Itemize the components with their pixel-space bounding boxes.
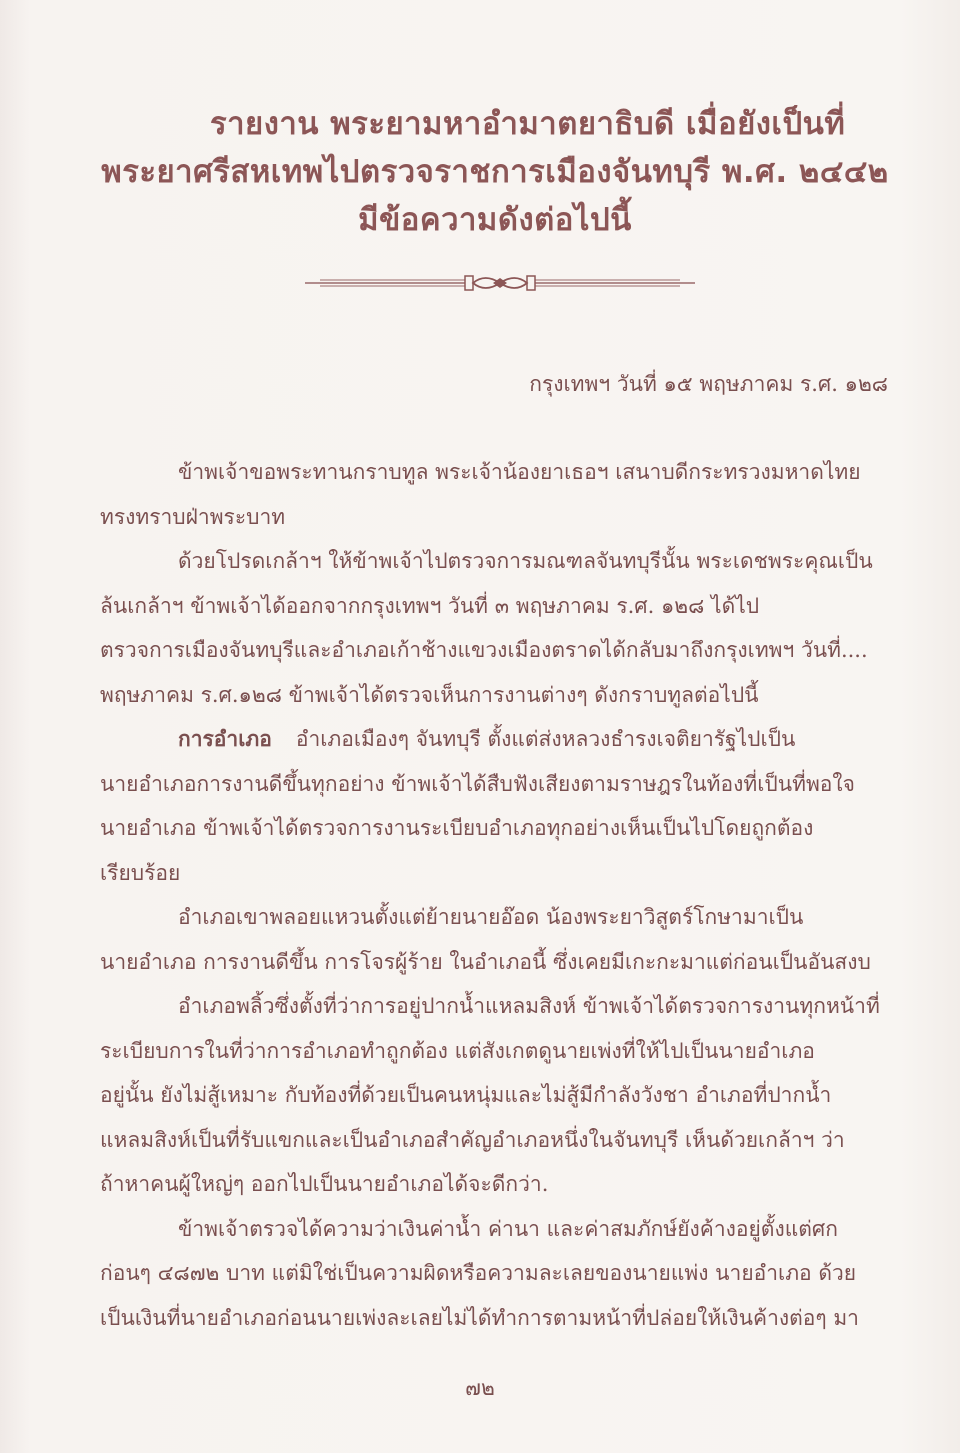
document-title [100,100,890,244]
body-line: ก่อนๆ ๔๘๗๒ บาท แต่มิใช่เป็นความผิดหรือความละเลยของนายแพ่ง นายอำเภอ ด้วย [100,1261,857,1285]
body-line: นายอำเภอ การงานดีขึ้น การโจรผู้ร้าย ในอำเภอนี้ ซึ่งเคยมีเกะกะมาแต่ก่อนเป็นอันสงบ [100,949,871,974]
title-line-1: รายงาน พระยามหาอำมาตยาธิบดี เมื่อยังเป็นที่ [210,106,846,142]
body-line: ตรวจการเมืองจันทบุรีและอำเภอเก้าช้างแขวงเมืองตราดได้กลับมาถึงกรุงเทพฯ วันที่.... [100,638,868,662]
body-line: พฤษภาคม ร.ศ.๑๒๘ ข้าพเจ้าได้ตรวจเห็นการงานต่างๆ ดังกราบทูลต่อไปนี้ [100,682,759,707]
title-line-3: มีข้อความดังต่อไปนี้ [358,202,632,238]
body-line: อยู่นั้น ยังไม่สู้เหมาะ กับท้องที่ด้วยเป็นคนหนุ่มและไม่สู้มีกำลังวังชา อำเภอที่ปากน้ำ [100,1083,832,1107]
section-heading: การอำเภอ [178,726,272,751]
document-body [100,450,888,1340]
body-line: ล้นเกล้าฯ ข้าพเจ้าได้ออกจากกรุงเทพฯ วันที่ ๓ พฤษภาคม ร.ศ. ๑๒๘ ได้ไป [100,593,760,618]
body-line: ด้วยโปรดเกล้าฯ ให้ข้าพเจ้าไปตรวจการมณฑลจันทบุรีนั้น พระเดชพระคุณเป็น [178,549,873,573]
divider-ornament [305,268,695,298]
body-text: อำเภอเมืองๆ จันทบุรี ตั้งแต่ส่งหลวงธำรงเจติยารัฐไปเป็น [295,727,796,751]
dateline: กรุงเทพฯ วันที่ ๑๕ พฤษภาคม ร.ศ. ๑๒๘ [529,372,888,396]
body-line: ข้าพเจ้าตรวจได้ความว่าเงินค่าน้ำ ค่านา และค่าสมภักษ์ยังค้างอยู่ตั้งแต่ศก [178,1216,838,1241]
body-line: นายอำเภอ ข้าพเจ้าได้ตรวจการงานระเบียบอำเภอทุกอย่างเห็นเป็นไปโดยถูกต้อง [100,816,814,840]
body-line: เรียบร้อย [100,860,181,885]
body-line: ทรงทราบฝ่าพระบาท [100,504,286,529]
title-line-2: พระยาศรีสหเทพไปตรวจราชการเมืองจันทบุรี พ.ศ. ๒๔๔๒ [101,154,889,190]
body-line: นายอำเภอการงานดีขึ้นทุกอย่าง ข้าพเจ้าได้สืบฟังเสียงตามราษฎรในท้องที่เป็นที่พอใจ [100,771,855,796]
body-line: ระเบียบการในที่ว่าการอำเภอทำถูกต้อง แต่สังเกตดูนายเพ่งที่ให้ไปเป็นนายอำเภอ [100,1038,815,1063]
page-number: ๗๒ [465,1376,495,1400]
body-line: แหลมสิงห์เป็นที่รับแขกและเป็นอำเภอสำคัญอำเภอหนึ่งในจันทบุรี เห็นด้วยเกล้าฯ ว่า [100,1127,845,1152]
body-line [100,717,888,762]
body-line: ข้าพเจ้าขอพระทานกราบทูล พระเจ้าน้องยาเธอฯ เสนาบดีกระทรวงมหาดไทย [178,460,861,484]
body-line: อำเภอเขาพลอยแหวนตั้งแต่ย้ายนายอ๊อด น้องพระยาวิสูตร์โกษามาเป็น [178,905,804,929]
body-line: อำเภอพลิ้วซึ่งตั้งที่ว่าการอยู่ปากน้ำแหลมสิงห์ ข้าพเจ้าได้ตรวจการงานทุกหน้าที่ [178,994,880,1018]
body-line: ถ้าหาคนผู้ใหญ่ๆ ออกไปเป็นนายอำเภอได้จะดีกว่า. [100,1172,549,1196]
body-line: เป็นเงินที่นายอำเภอก่อนนายเพ่งละเลยไม่ได้ทำการตามหน้าที่ปล่อยให้เงินค้างต่อๆ มา [100,1305,859,1330]
